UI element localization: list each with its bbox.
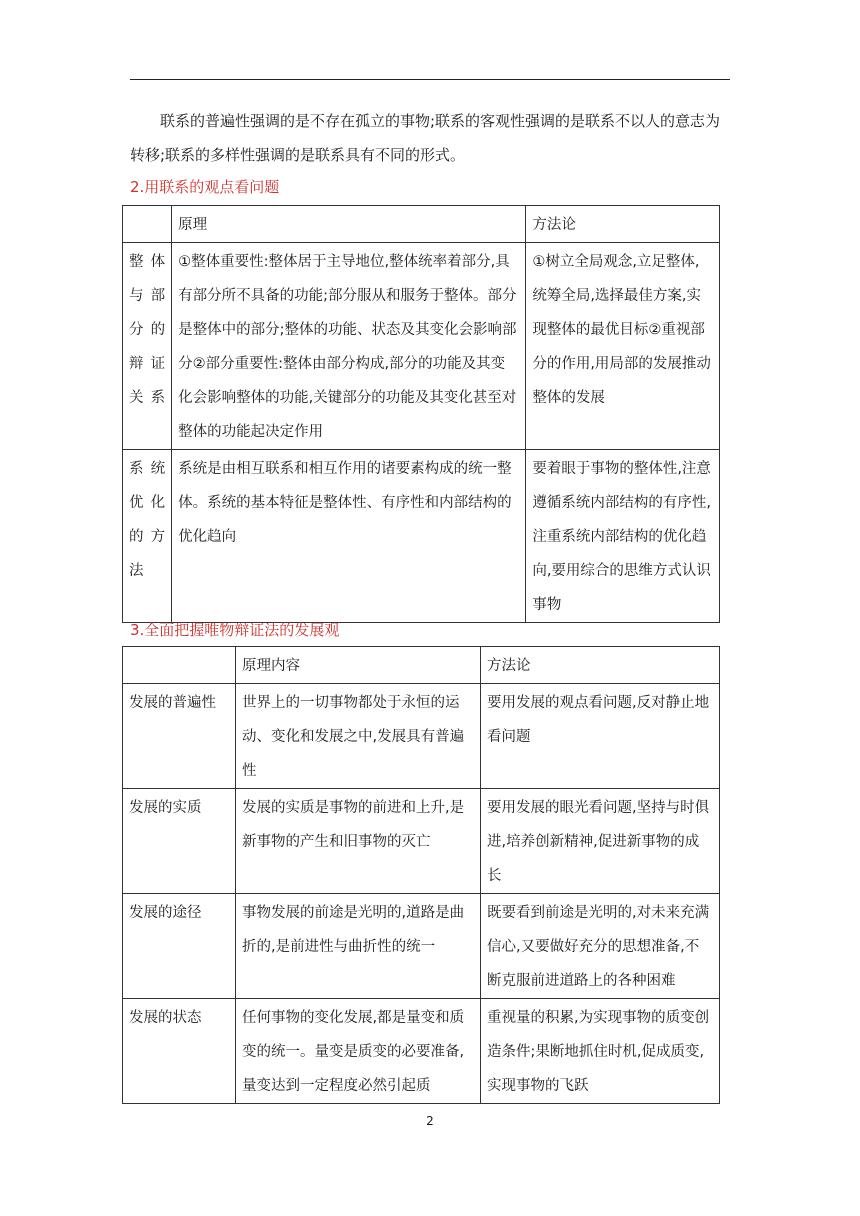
table-row [123,894,720,999]
table-row [123,789,720,894]
row-method: 要用发展的眼光看问题,坚持与时俱进,培养创新精神,促进新事物的成长 [481,789,720,894]
row-label: 发展的途径 [123,894,236,999]
row-label: 系统优化的方法 [123,450,172,623]
row-principle: 系统是由相互联系和相互作用的诸要素构成的统一整体。系统的基本特征是整体性、有序性和内部结构的优化趋向 [172,450,526,623]
table-row [123,999,720,1104]
row-label: 整体与部分的辩证关系 [123,243,172,450]
row-principle: 事物发展的前途是光明的,道路是曲折的,是前进性与曲折性的统一 [236,894,481,999]
row-method: 要用发展的观点看问题,反对静止地看问题 [481,684,720,789]
row-principle: 发展的实质是事物的前进和上升,是新事物的产生和旧事物的灭亡 [236,789,481,894]
intro-paragraph: 联系的普遍性强调的是不存在孤立的事物;联系的客观性强调的是联系不以人的意志为转移;联系的多样性强调的是联系具有不同的形式。 [130,112,721,164]
row-method: ①树立全局观念,立足整体,统筹全局,选择最佳方案,实现整体的最优目标②重视部分的作用,用局部的发展推动整体的发展 [526,243,720,450]
table-row [123,450,720,623]
header-cell-method: 方法论 [526,206,720,243]
page-number: 2 [426,1114,434,1128]
row-method: 要着眼于事物的整体性,注意遵循系统内部结构的有序性,注重系统内部结构的优化趋向,要用综合的思维方式认识事物 [526,450,720,623]
header-cell-empty [123,206,172,243]
header-cell-method: 方法论 [481,647,720,684]
row-label: 发展的实质 [123,789,236,894]
header-cell-empty [123,647,236,684]
row-principle: 世界上的一切事物都处于永恒的运动、变化和发展之中,发展具有普遍性 [236,684,481,789]
table-header-row [123,647,720,684]
table-row [123,243,720,450]
table-row [123,684,720,789]
connection-table [122,205,720,623]
row-label: 发展的普遍性 [123,684,236,789]
section-3-heading: 3.全面把握唯物辩证法的发展观 [130,621,340,639]
header-cell-principle: 原理 [172,206,526,243]
table-header-row [123,206,720,243]
header-cell-principle: 原理内容 [236,647,481,684]
row-method: 重视量的积累,为实现事物的质变创造条件;果断地抓住时机,促成质变,实现事物的飞跃 [481,999,720,1104]
row-method: 既要看到前途是光明的,对未来充满信心,又要做好充分的思想准备,不断克服前进道路上的各种困难 [481,894,720,999]
development-table [122,646,720,1104]
section-2-heading: 2.用联系的观点看问题 [130,178,280,196]
row-principle: ①整体重要性:整体居于主导地位,整体统率着部分,具有部分所不具备的功能;部分服从和服务于整体。部分是整体中的部分;整体的功能、状态及其变化会影响部分②部分重要性:整体由部分构成,部分的功能及其变化会影响整体的功能,关键部分的功能及其变化甚至对整体的功能起决定作用 [172,243,526,450]
header-rule [130,79,730,80]
row-label: 发展的状态 [123,999,236,1104]
row-principle: 任何事物的变化发展,都是量变和质变的统一。量变是质变的必要准备,量变达到一定程度必然引起质 [236,999,481,1104]
